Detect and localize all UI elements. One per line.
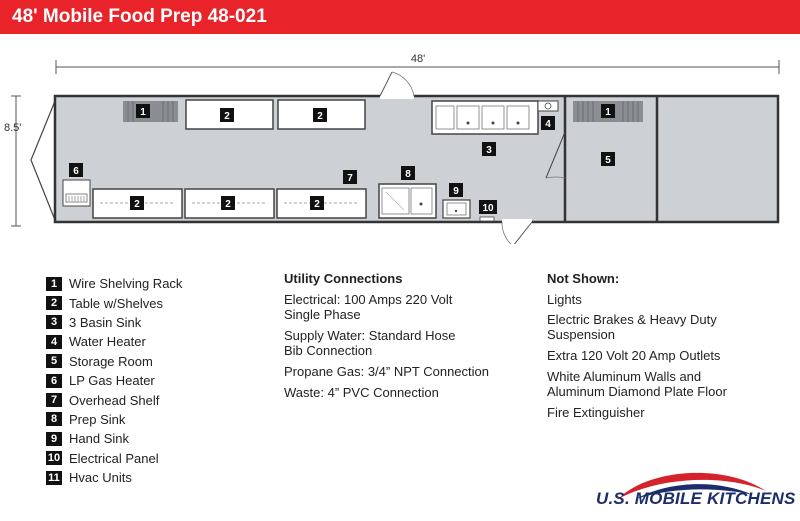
legend-number-badge: 11 — [46, 471, 62, 485]
legend-label: Electrical Panel — [69, 450, 159, 466]
legend-number-badge: 7 — [46, 393, 62, 407]
company-logo — [588, 465, 796, 521]
svg-text:8: 8 — [405, 169, 411, 180]
legend-label: 3 Basin Sink — [69, 314, 142, 330]
utility-heading: Utility Connections — [284, 271, 403, 286]
wire-shelving-rack — [573, 101, 643, 122]
wire-shelving-rack — [123, 101, 178, 122]
legend-label: Prep Sink — [69, 411, 126, 427]
legend-label: Wire Shelving Rack — [69, 276, 183, 292]
svg-text:2: 2 — [225, 199, 231, 210]
legend-item — [46, 410, 182, 429]
logo-text: U.S. MOBILE KITCHENS — [596, 489, 796, 508]
legend-label: Water Heater — [69, 334, 146, 350]
legend-number-badge: 6 — [46, 374, 62, 388]
svg-text:2: 2 — [317, 111, 323, 122]
not-shown-outlets: Extra 120 Volt 20 Amp Outlets — [547, 348, 721, 363]
utility-water-line1: Supply Water: Standard Hose — [284, 328, 456, 343]
svg-text:6: 6 — [73, 166, 79, 177]
trailer-tongue — [31, 101, 55, 220]
not-shown-brakes-line1: Electric Brakes & Heavy Duty — [547, 312, 717, 327]
legend-label: Hvac Units — [69, 470, 132, 486]
bottom-door — [502, 219, 532, 244]
page-title: 48' Mobile Food Prep 48-021 — [12, 6, 267, 27]
svg-text:1: 1 — [605, 107, 611, 118]
legend-number-badge: 4 — [46, 335, 62, 349]
legend-label: Storage Room — [69, 353, 153, 369]
utility-electrical-line2: Single Phase — [284, 307, 361, 322]
legend — [46, 274, 182, 487]
electrical-panel — [479, 200, 497, 221]
legend-item — [46, 449, 182, 468]
width-label: 8.5' — [4, 122, 22, 134]
not-shown-list — [547, 271, 727, 426]
legend-number-badge: 5 — [46, 354, 62, 368]
legend-label: Overhead Shelf — [69, 392, 160, 408]
utility-electrical — [284, 292, 489, 322]
legend-number-badge: 8 — [46, 412, 62, 426]
table-with-shelves — [278, 100, 365, 129]
svg-text:2: 2 — [134, 199, 140, 210]
legend-label: Table w/Shelves — [69, 295, 163, 311]
title-bar — [0, 0, 800, 34]
legend-item — [46, 274, 182, 293]
length-label: 48' — [410, 53, 426, 65]
utility-water-line2: Bib Connection — [284, 343, 373, 358]
not-shown-brakes — [547, 312, 727, 342]
table-with-shelves — [93, 189, 182, 218]
svg-text:3: 3 — [486, 145, 492, 156]
legend-number-badge: 2 — [46, 296, 62, 310]
not-shown-lights: Lights — [547, 292, 582, 307]
not-shown-brakes-line2: Suspension — [547, 327, 615, 342]
svg-text:7: 7 — [347, 173, 353, 184]
overhead-shelf-marker — [343, 170, 357, 184]
utility-connections — [284, 271, 489, 406]
legend-label: Hand Sink — [69, 431, 129, 447]
utility-waste: Waste: 4” PVC Connection — [284, 385, 439, 400]
legend-label: LP Gas Heater — [69, 373, 155, 389]
not-shown-walls — [547, 369, 727, 399]
utility-water — [284, 328, 489, 358]
not-shown-walls-line1: White Aluminum Walls and — [547, 369, 702, 384]
legend-item — [46, 468, 182, 487]
not-shown-extinguisher: Fire Extinguisher — [547, 405, 645, 420]
legend-item — [46, 313, 182, 332]
svg-text:2: 2 — [314, 199, 320, 210]
legend-number-badge: 10 — [47, 452, 61, 465]
table-with-shelves — [186, 100, 273, 129]
table-with-shelves — [185, 189, 274, 218]
legend-item — [46, 293, 182, 312]
top-door — [380, 72, 414, 99]
svg-text:5: 5 — [605, 155, 611, 166]
legend-number-badge: 1 — [46, 277, 62, 291]
legend-item — [46, 332, 182, 351]
svg-text:4: 4 — [545, 119, 551, 130]
utility-electrical-line1: Electrical: 100 Amps 220 Volt — [284, 292, 453, 307]
svg-text:10: 10 — [482, 203, 494, 214]
legend-item — [46, 429, 182, 448]
table-with-shelves — [277, 189, 366, 218]
legend-number-badge: 9 — [46, 432, 62, 446]
floor-plan — [0, 34, 800, 244]
legend-item — [46, 390, 182, 409]
svg-text:9: 9 — [453, 186, 459, 197]
legend-item — [46, 352, 182, 371]
not-shown-heading: Not Shown: — [547, 271, 620, 286]
legend-item — [46, 371, 182, 390]
width-dimension — [11, 96, 21, 226]
svg-text:2: 2 — [224, 111, 230, 122]
svg-text:1: 1 — [140, 107, 146, 118]
legend-number-badge: 3 — [46, 315, 62, 329]
storage-room-marker — [601, 152, 615, 166]
utility-propane: Propane Gas: 3/4” NPT Connection — [284, 364, 489, 379]
not-shown-walls-line2: Aluminum Diamond Plate Floor — [547, 384, 727, 399]
